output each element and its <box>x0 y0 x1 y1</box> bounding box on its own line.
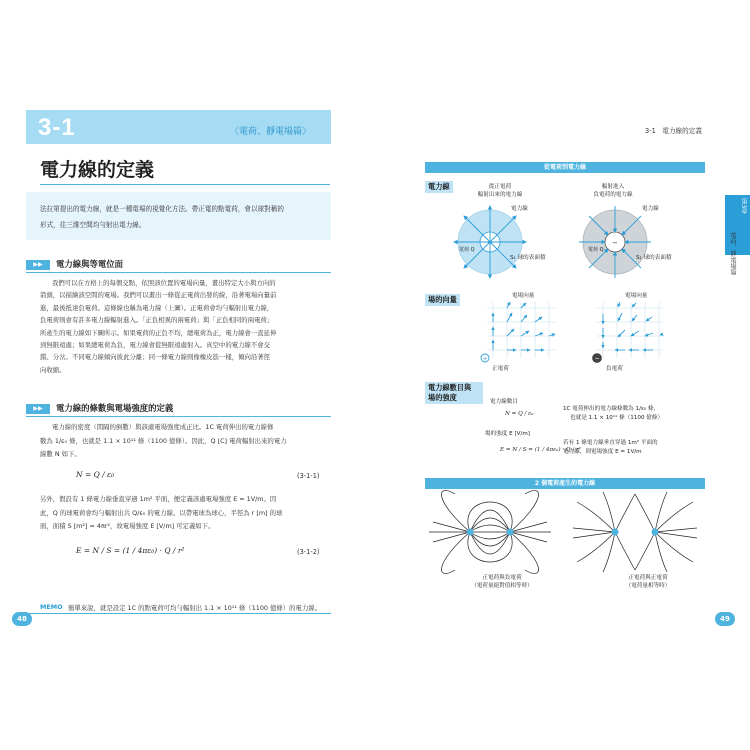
title-divider <box>40 184 330 185</box>
row-label-field-lines: 電力線 <box>425 181 453 193</box>
like-charge-caption: 正電荷與正電荷 <box>628 575 668 581</box>
equation-3-1-1: N = Q / ε₀ <box>76 470 115 479</box>
section2-body-b <box>40 494 282 535</box>
section-heading-text: 電力線與等電位面 <box>56 259 123 269</box>
field-line-tag: 電力線 <box>642 206 659 212</box>
field-lines-diagram <box>440 198 710 280</box>
body-line: 另外，假設有 1 條電力線垂直穿過 1m² 平面，便定義該處電場強度 E = 1V/m。因 <box>40 495 277 503</box>
body-line: 向收縮。 <box>40 365 66 374</box>
count-note: 1C 電荷伸出的電力線條數為 1/ε₀ 條， <box>563 406 660 412</box>
section-heading-line-count <box>26 402 331 416</box>
dipole-caption-note: （電荷量絕對值相等時） <box>471 583 533 589</box>
memo-label: MEMO <box>40 603 63 611</box>
memo-divider <box>26 613 331 614</box>
strength-title: 場的強度 E [V/m] <box>485 431 530 437</box>
equation-number: (3-1-1) <box>297 472 320 480</box>
figure-banner-two-charges: 2 個電荷產生的電力線 <box>425 478 705 489</box>
chapter-number: 3-1 <box>38 114 76 141</box>
equation-3-1-2: E = N / S = (1 / 4πε₀) · Q / r² <box>76 546 185 555</box>
positive-charge-caption: 從正電荷 輻射出來的電力線 <box>477 184 523 198</box>
equation-number: (3-1-2) <box>297 548 320 556</box>
charge-label-negative: 電荷 Q <box>588 247 604 253</box>
body-line: 箭頭，以描繪該空間的電場。我們可以畫出一條從正電荷出發的線，沿著電場向量前 <box>40 291 277 300</box>
svg-text:+: + <box>482 355 488 363</box>
like-charge-field-lines <box>573 492 697 572</box>
body-line: 到無限遠處；如果總電荷為負，電力線會從無限遠處射入。真空中的電力線不會交 <box>40 340 271 349</box>
svg-text:+: + <box>487 239 493 247</box>
body-line: 此，Q 的球電荷會均勻輻射出共 Q/ε₀ 的電力線。以帶電球為球心，半徑為 r [m] 的球 <box>40 508 283 517</box>
section-divider <box>26 416 331 417</box>
svg-text:−: − <box>612 239 618 247</box>
side-tab-chapter: 第3章 <box>740 198 747 215</box>
section-heading-field-lines <box>26 258 331 272</box>
body-line: 負電荷則會有許多電力線輻射進入。「正負相異的兩電荷」與「正負相同的兩電荷」 <box>40 316 274 325</box>
page-number-right: 49 <box>715 612 735 626</box>
negative-sphere <box>579 206 651 278</box>
intro-line: 法拉第提出的電力線，就是一種電場的視覺化方法。帶正電的點電荷，會以球對稱的 <box>40 205 284 213</box>
section2-body-a <box>40 422 287 463</box>
strength-note: 電力線，則電場強度 E = 1V/m <box>563 449 642 455</box>
positive-charge-dot <box>652 529 659 536</box>
field-vector-grid-diagram <box>482 300 665 368</box>
negative-charge-label: 負電荷 <box>606 366 623 372</box>
section-heading-text: 電力線的條數與電場強度的定義 <box>56 403 174 413</box>
count-title: 電力線數目 <box>490 399 518 405</box>
like-charge-caption-note: （電荷量相等時） <box>625 583 671 589</box>
positive-charge-label: 正電荷 <box>492 366 509 372</box>
svg-text:−: − <box>594 355 600 363</box>
intro-box <box>26 192 331 240</box>
field-vector-tag: 電場向量 <box>625 293 648 299</box>
strength-equation: E = N / S = (1 / 4πε₀) · Q / r² <box>500 447 581 453</box>
side-tab-subtitle: 電荷、靜電場篇 <box>729 232 736 276</box>
intro-line: 形式，往三維空間均勻射出電力線。 <box>40 221 146 229</box>
positive-charge-dot <box>612 529 619 536</box>
negative-charge-dot <box>507 529 514 536</box>
count-note: 也就是 1.1 × 10¹¹ 條（1100 億條） <box>570 415 664 421</box>
body-line: 面，面積 S [m²] = 4πr²，故電場強度 E [V/m] 可定義如下。 <box>40 522 215 530</box>
dipole-caption: 正電荷與負電荷 <box>482 575 522 581</box>
page-number-left: 48 <box>12 612 32 626</box>
section-divider <box>26 272 331 273</box>
body-line: 數為 1/ε₀ 條，也就是 1.1 × 10¹¹ 條（1100 億條）。因此，Q [C] 電荷輻射出來的電力 <box>40 436 287 445</box>
surface-area-label: S₁ 球的表面積 <box>636 255 672 261</box>
count-equation: N = Q / ε₀ <box>505 411 534 417</box>
charge-label-positive: 電荷 Q <box>459 247 475 253</box>
body-line: 我們可以在方格上的每個交點，依照該位置的電場向量，畫出特定大小與方向的 <box>52 279 276 287</box>
body-line: 線數 N 如下。 <box>40 450 81 458</box>
body-line: 錯、分岔。不同電力線傾向彼此分離；同一條電力線則像橡皮筋一樣，傾向沿著徑 <box>40 353 271 362</box>
running-head: 3-1 電力線的定義 <box>645 127 702 135</box>
strength-note: 若有 1 條電力線垂直穿過 1m² 平面的 <box>563 440 658 446</box>
positive-charge-dot <box>467 529 474 536</box>
body-line: 所產生的電力線如下圖所示。如果電荷的正負不均，總電荷為正，電力線會一直延伸 <box>40 328 277 337</box>
negative-charge-caption: 輻射進入 負電荷的電力線 <box>593 184 633 198</box>
chapter-subtitle: 〈電荷、靜電場篇〉 <box>230 127 312 137</box>
field-vector-tag: 電場向量 <box>512 293 535 299</box>
row-label-field-vector: 場的向量 <box>425 294 460 306</box>
figure-banner-charge-to-lines: 從電荷到電力線 <box>425 162 705 173</box>
body-line: 電力線的密度（間隔的倒數）與該處電場強度成正比。1C 電荷伸出的電力線條 <box>52 423 274 431</box>
section-marker-icon: ▶▶ <box>26 404 50 414</box>
section1-body <box>40 278 276 377</box>
dipole-field-lines <box>429 490 551 573</box>
body-line: 進，最後抵達負電荷。這條線也稱為電力線（上圖）。正電荷會均勻輻射出電力線， <box>40 303 274 312</box>
page-title: 電力線的定義 <box>40 159 155 181</box>
field-line-tag: 電力線 <box>511 206 528 212</box>
two-charge-field-diagram <box>425 492 710 572</box>
section-marker-icon: ▶▶ <box>26 260 50 270</box>
positive-sphere <box>454 206 526 278</box>
memo-text: 簡單來說，就是設定 1C 的點電荷可均勻輻射出 1.1 × 10¹¹ 條（1100 億條）的電力線。 <box>68 604 322 612</box>
surface-area-label: S₁ 球的表面積 <box>510 255 546 261</box>
row-label-count-strength: 電力線數目與 場的強度 <box>425 382 483 404</box>
